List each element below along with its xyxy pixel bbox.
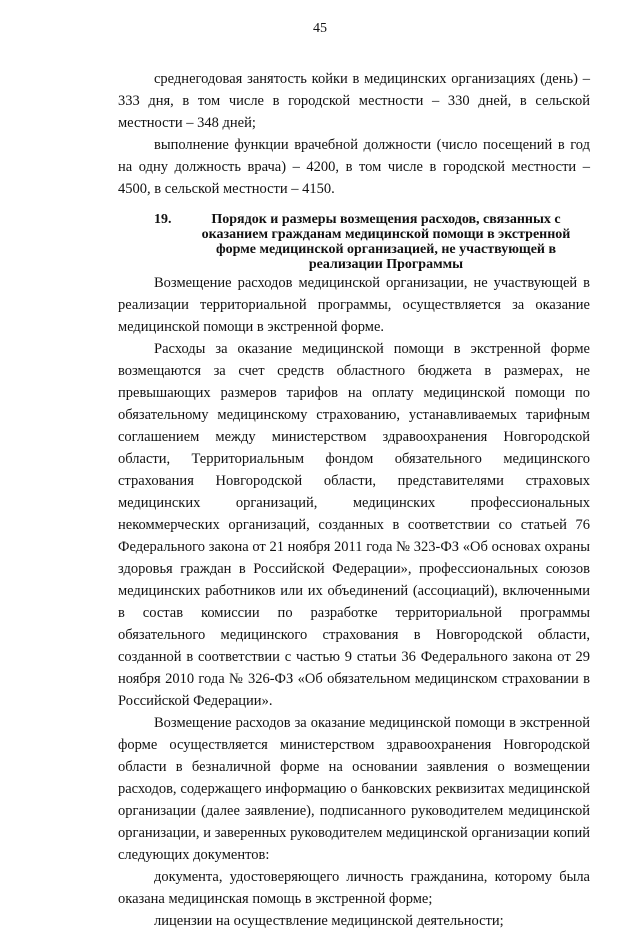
list-item-identity-document: документа, удостоверяющего личность гражданина, которому была оказана медицинская помощь в экстренной форме; (118, 869, 590, 907)
section-title: Порядок и размеры возмещения расходов, связанных с оказанием гражданам медицинской помощи в экстренной форме медицинской организацией, не участвующей в реализации Программы (201, 212, 571, 272)
page-number: 45 (313, 21, 327, 36)
paragraph-bed-occupancy: среднегодовая занятость койки в медицинских организациях (день) – 333 дня, в том числе в городской местности – 330 дней, в сельской местности – 348 дней; (118, 71, 590, 131)
section-number: 19. (154, 212, 172, 227)
paragraph-reimbursement-procedure: Возмещение расходов за оказание медицинской помощи в экстренной форме осуществляется министерством здравоохранения Новгородской области в безналичной форме на основании заявления о возмещении расходов, содержащего информацию о банковских реквизитах медицинской организации (далее заявление), подписанного руководителем медицинской организации, и заверенных руководителем медицинской организации копий следующих документов: (118, 715, 590, 863)
paragraph-reimbursement-intro: Возмещение расходов медицинской организации, не участвующей в реализации территориальной программы, осуществляется за оказание медицинской помощи в экстренной форме. (118, 275, 590, 335)
document-body (118, 68, 590, 932)
section-heading (118, 212, 590, 272)
list-item-license: лицензии на осуществление медицинской деятельности; (154, 913, 504, 929)
paragraph-reimbursement-funding: Расходы за оказание медицинской помощи в экстренной форме возмещаются за счет средств областного бюджета в размерах, не превышающих размеров тарифов на оплату медицинской помощи по обязательному медицинскому страхованию, устанавливаемых тарифным соглашением между министерством здравоохранения Новгородской области, Территориальным фондом обязательного медицинского страхования Новгородской области, представителями страховых медицинских организаций, медицинских профессиональных некоммерческих организаций, созданных в соответствии со статьей 76 Федерального закона от 21 ноября 2011 года № 323-ФЗ «Об основах охраны здоровья граждан в Российской Федерации», профессиональных союзов медицинских работников или их объединений (ассоциаций), включенными в состав комиссии по разработке территориальной программы обязательного медицинского страхования в Новгородской области, созданной в соответствии с частью 9 статьи 36 Федерального закона от 29 ноября 2010 года № 326-ФЗ «Об обязательном медицинском страховании в Российской Федерации». (118, 341, 590, 709)
paragraph-physician-function: выполнение функции врачебной должности (число посещений в год на одну должность врача) – 4200, в том числе в городской местности – 4500, в сельской местности – 4150. (118, 137, 590, 197)
